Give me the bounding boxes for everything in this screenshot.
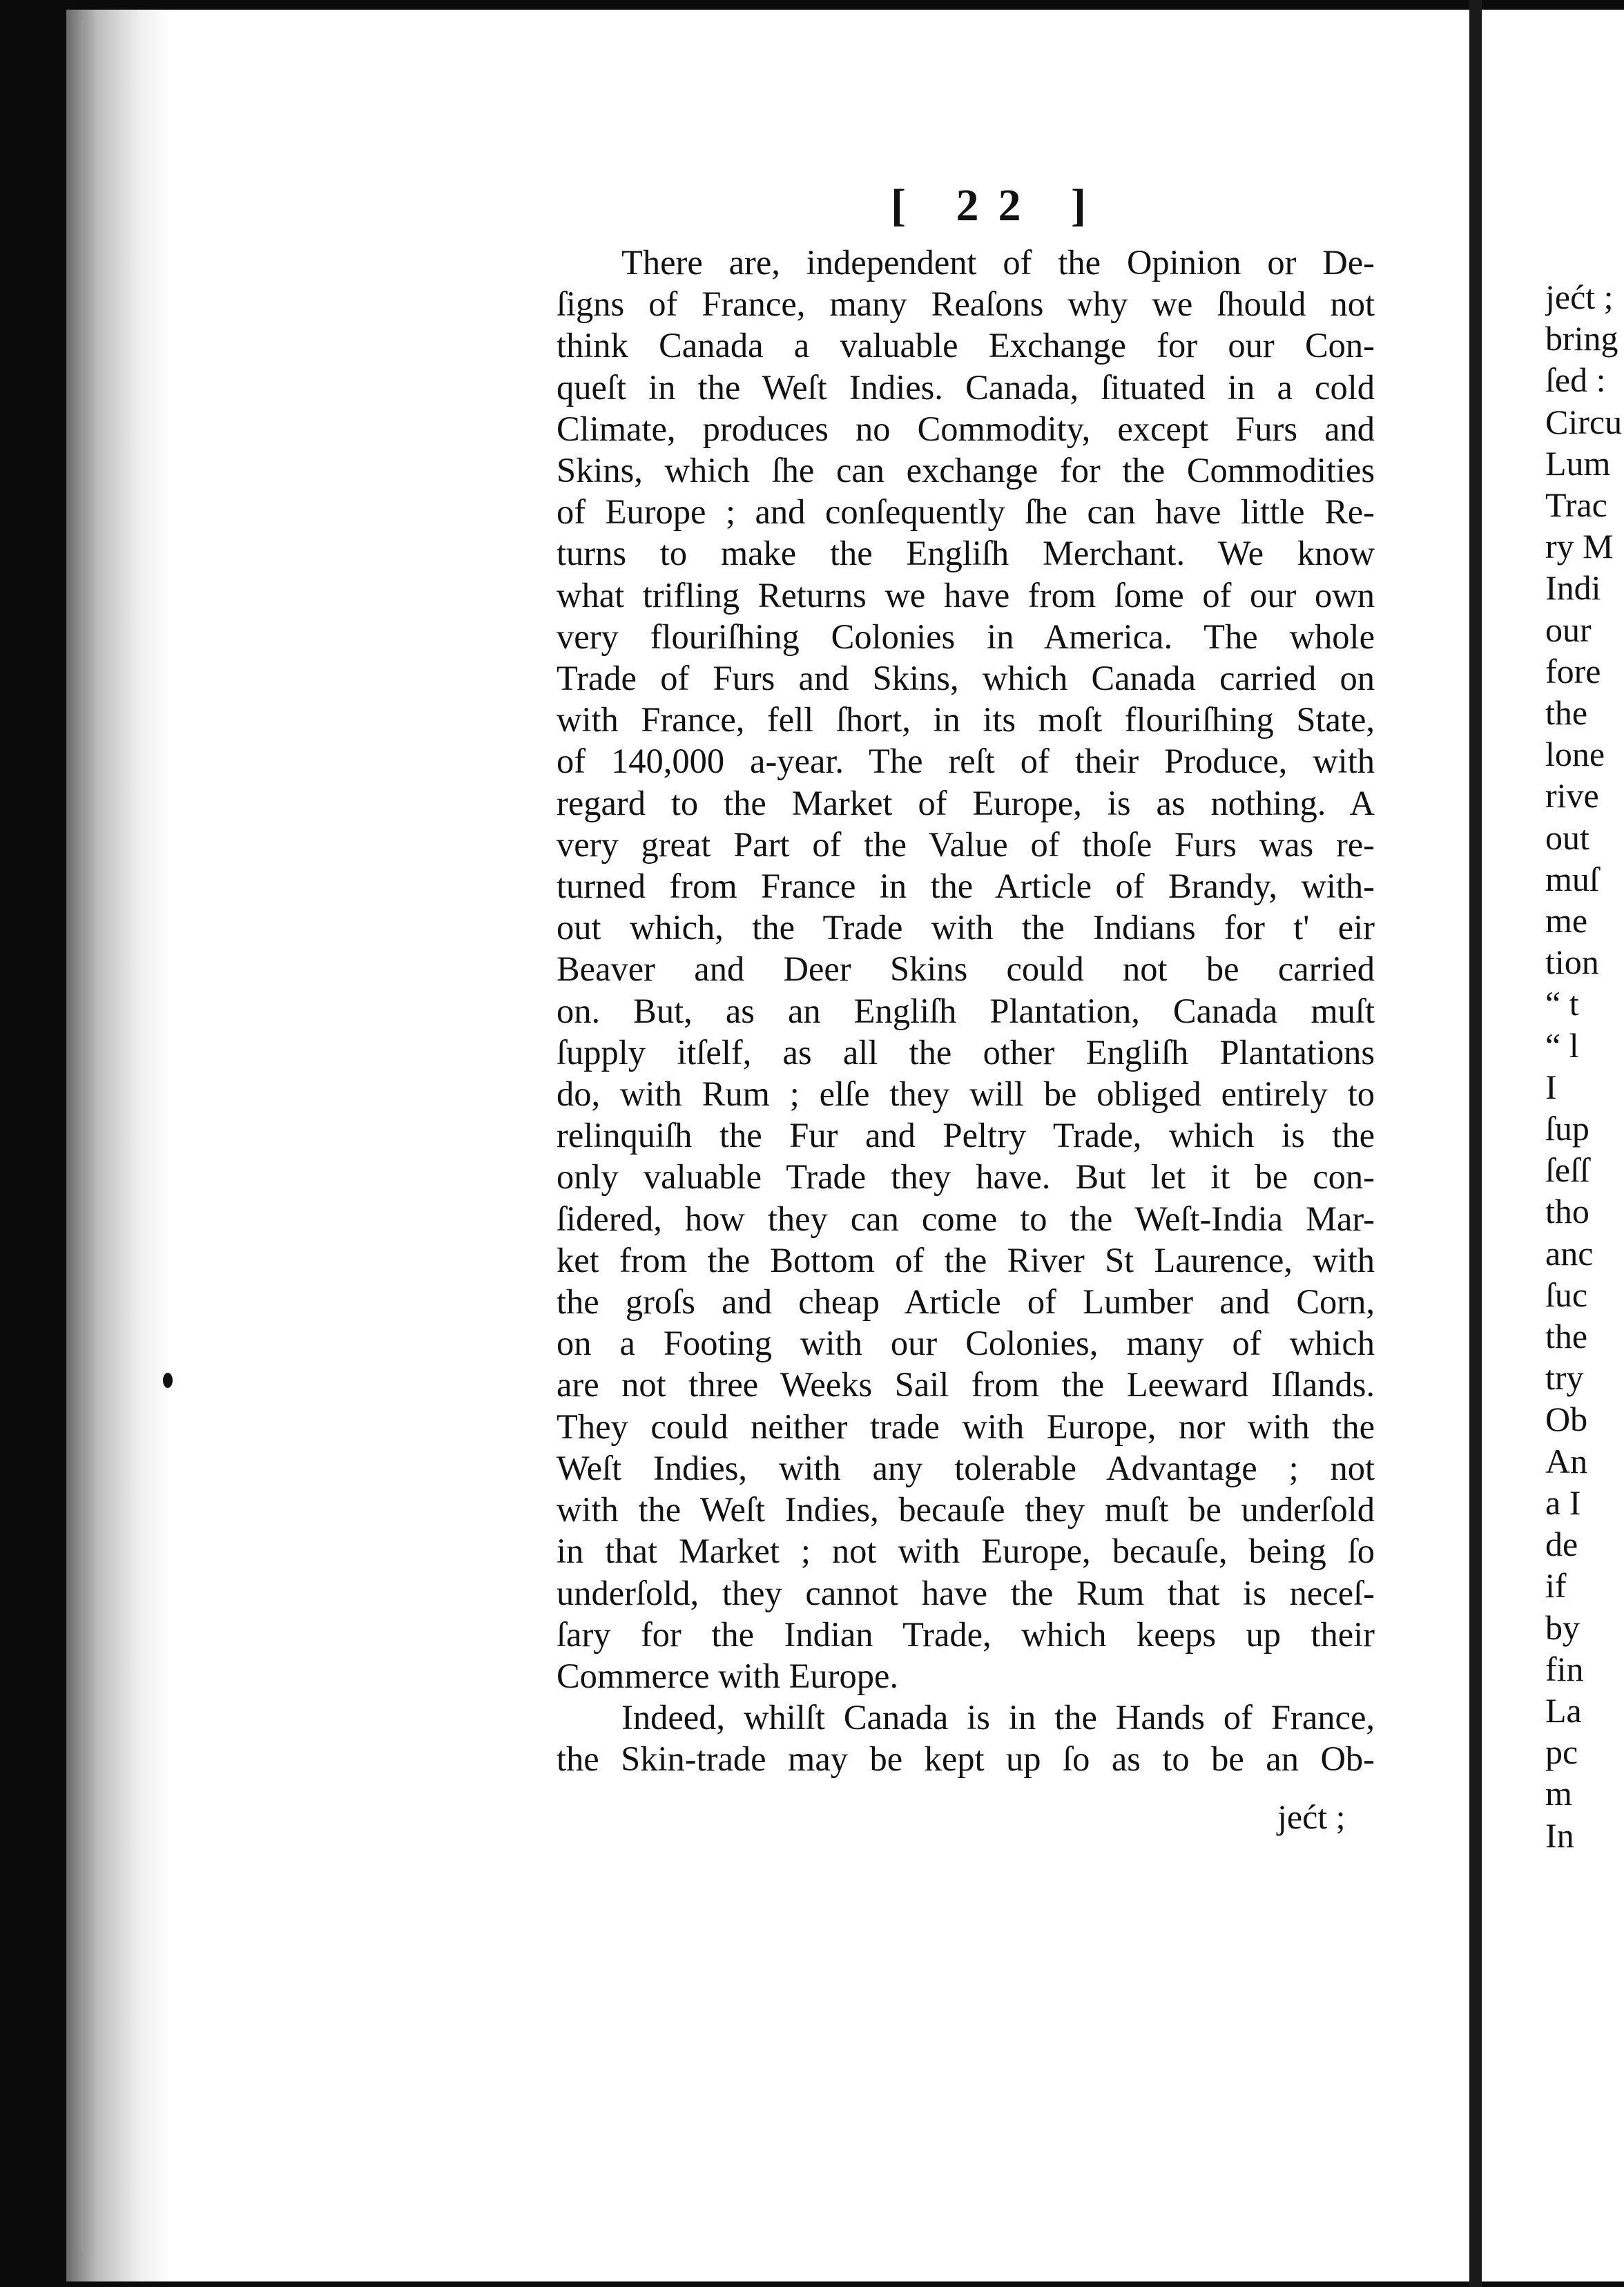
catchword: jećt ; [1277,1797,1346,1836]
text-line: regard to the Market of Europe, is as nothing. A [557,783,1375,822]
text-line: on a Footing with our Colonies, many of which [557,1324,1375,1363]
right-page-line-fragment: ſup [1545,1109,1589,1148]
right-page-line-fragment: Trac [1545,485,1607,525]
margin-mark [163,1373,173,1388]
text-line: Weſt Indies, with any tolerable Advantage ; not [557,1448,1375,1487]
right-page-line-fragment: Circu [1545,402,1623,441]
text-line: on. But, as an Engliſh Plantation, Canada muſt [557,991,1375,1030]
text-line: Commerce with Europe. [557,1656,899,1695]
right-page-line-fragment: the [1545,1317,1588,1356]
right-page-line-fragment: I [1545,1067,1557,1106]
right-page-line-fragment: try [1545,1358,1584,1398]
right-page-line-fragment: “ t [1545,984,1579,1023]
right-page-line-fragment: by [1545,1608,1580,1647]
right-page-line-fragment: ſed : [1545,360,1606,400]
right-page-line-fragment: Lum [1545,443,1611,483]
text-line: turns to make the Engliſh Merchant. We know [557,534,1375,573]
text-line: Indeed, whilſt Canada is in the Hands of France, [621,1698,1375,1737]
text-line: Skins, which ſhe can exchange for the Commodities [557,451,1375,490]
text-line: only valuable Trade they have. But let it be con- [557,1157,1375,1197]
right-page-line-fragment: fore [1545,651,1601,691]
text-line: out which, the Trade with the Indians for t' eir [557,908,1375,947]
text-line: of 140,000 a-year. The reſt of their Produce, with [557,742,1375,781]
right-page-line-fragment: Indi [1545,568,1601,608]
right-page-line-fragment: a I [1545,1483,1581,1522]
right-page-line-fragment: rive [1545,776,1599,816]
right-page-line-fragment: In [1545,1815,1574,1855]
right-page-line-fragment: if [1545,1566,1567,1605]
right-page-line-fragment: La [1545,1690,1582,1730]
page-number-header: [ 22 ] [891,180,1105,231]
text-line: turned from France in the Article of Brandy, with- [557,867,1375,906]
right-page-line-fragment: “ l [1545,1025,1579,1065]
right-page-line-fragment: ry M [1545,527,1614,566]
right-page-line-fragment: the [1545,693,1588,733]
page-divider [1469,0,1482,2287]
text-line: the Skin-trade may be kept up ſo as to be an Ob- [557,1739,1375,1779]
text-line: do, with Rum ; elſe they will be obliged entirely to [557,1074,1375,1114]
text-line: queſt in the Weſt Indies. Canada, ſituated in a cold [557,367,1375,407]
right-page-line-fragment: An [1545,1441,1588,1480]
text-line: Climate, produces no Commodity, except Furs and [557,409,1375,448]
text-line: They could neither trade with Europe, nor with the [557,1407,1375,1446]
right-page-line-fragment: anc [1545,1233,1594,1273]
right-page-line-fragment: Ob [1545,1400,1588,1439]
text-line: with France, fell ſhort, in its moſt flouriſhing State, [557,700,1375,740]
right-page-line-fragment: out [1545,818,1589,857]
text-line: relinquiſh the Fur and Peltry Trade, which is the [557,1116,1375,1155]
text-line: ſidered, how they can come to the Weſt-India Mar- [557,1199,1375,1238]
right-page-line-fragment: ſeſſ [1545,1150,1589,1190]
right-page-line-fragment: tion [1545,943,1599,982]
page-edge-line [81,21,86,2251]
text-line: There are, independent of the Opinion or De- [621,243,1375,282]
right-page-line-fragment: muſ [1545,859,1599,898]
text-line: Trade of Furs and Skins, which Canada carried on [557,659,1375,698]
text-line: underſold, they cannot have the Rum that is neceſ- [557,1573,1375,1612]
text-line: in that Market ; not with Europe, becauſe, being ſo [557,1532,1375,1571]
text-line: with the Weſt Indies, becauſe they muſt be underſold [557,1490,1375,1530]
right-page-line-fragment: pc [1545,1733,1578,1772]
text-line: very flouriſhing Colonies in America. The whole [557,617,1375,656]
right-page-line-fragment: jećt ; [1545,278,1614,316]
right-page-line-fragment: me [1545,901,1588,940]
text-line: think Canada a valuable Exchange for our Con- [557,326,1375,365]
right-page-line-fragment: ſuc [1545,1275,1588,1314]
text-line: ket from the Bottom of the River St Laurence, with [557,1240,1375,1280]
right-page-line-fragment: fin [1545,1649,1584,1688]
text-line: ſupply itſelf, as all the other Engliſh Plantations [557,1032,1375,1072]
right-page-line-fragment: bring [1545,319,1618,358]
right-page-text-fragment [1545,276,1624,1856]
text-line: Beaver and Deer Skins could not be carried [557,949,1375,989]
text-line: very great Part of the Value of thoſe Furs was re- [557,824,1375,864]
text-line: what trifling Returns we have from ſome of our own [557,575,1375,615]
text-line: of Europe ; and conſequently ſhe can have little Re- [557,492,1375,532]
text-line: ſigns of France, many Reaſons why we ſhould not [557,284,1375,324]
text-line: ſary for the Indian Trade, which keeps up their [557,1614,1375,1654]
body-text [557,242,1375,1780]
right-page-line-fragment: our [1545,610,1592,649]
text-line: the groſs and cheap Article of Lumber and Corn, [557,1282,1375,1322]
right-page-line-fragment: m [1545,1774,1572,1813]
text-line: are not three Weeks Sail from the Leeward Iſlands. [557,1365,1375,1405]
right-page-line-fragment: de [1545,1525,1578,1564]
right-page-line-fragment: lone [1545,735,1605,774]
right-page-line-fragment: tho [1545,1192,1589,1231]
